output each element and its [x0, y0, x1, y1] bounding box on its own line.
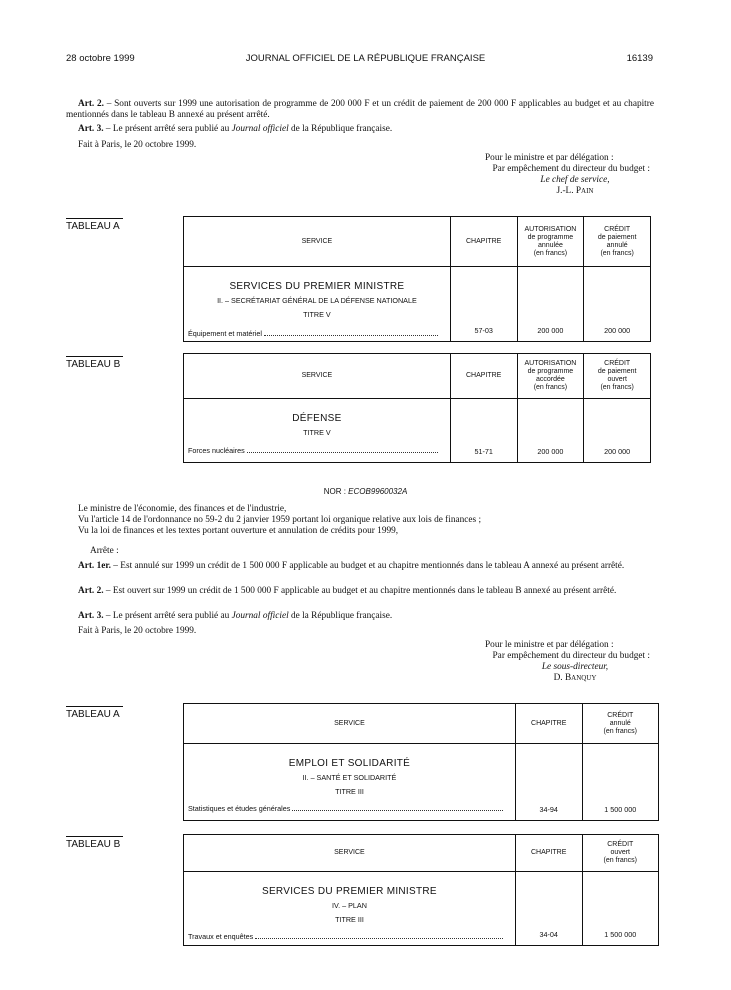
header-page-number: 16139	[626, 53, 653, 64]
col-service: SERVICE	[184, 835, 516, 872]
service-line: Statistiques et études générales	[188, 804, 505, 813]
article-text: – Est ouvert sur 1999 un crédit de 1 500 000 F applicable au budget et au chapitre mentionnés dans le tableau B annexé au présent arrêté.	[103, 586, 617, 596]
chapitre-value: 51-71	[450, 399, 517, 463]
tableau-a2-label: TABLEAU A	[66, 706, 123, 720]
article-label: Art. 3.	[78, 124, 104, 134]
tableau-b-label: TABLEAU B	[66, 356, 123, 370]
service-title: SERVICES DU PREMIER MINISTRE	[261, 886, 437, 897]
service-subtitle: II. – SECRÉTARIAT GÉNÉRAL DE LA DÉFENSE NATIONALE	[217, 296, 417, 305]
header-journal-title: JOURNAL OFFICIEL DE LA RÉPUBLIQUE FRANÇAISE	[245, 53, 486, 64]
service-titre: TITRE III	[335, 915, 364, 924]
chapitre-value: 57-03	[450, 267, 517, 342]
autorisation-value: 200 000	[517, 399, 584, 463]
article-text: – Sont ouverts sur 1999 une autorisation de programme de 200 000 F et un crédit de paiement de 200 000 F applicables au budget et au chapitre mentionnés dans le tableau B annexé au présent arrêté.	[66, 99, 654, 120]
col-credit: CRÉDIT de paiement ouvert (en francs)	[584, 354, 651, 399]
article-label: Art. 1er.	[78, 561, 111, 571]
service-titre: TITRE III	[335, 787, 364, 796]
fait-a-paris: Fait à Paris, le 20 octobre 1999.	[78, 140, 197, 150]
article-text: – Est annulé sur 1999 un crédit de 1 500 000 F applicable au budget et au chapitre mentionnés dans le tableau A annexé au présent arrêté.	[110, 561, 625, 571]
tableau-a-table	[183, 216, 651, 342]
tableau-b2-table	[183, 834, 659, 946]
intro-vu-ordonnance: Vu l'article 14 de l'ordonnance no 59-2 du 2 janvier 1959 portant loi organique relative aux lois de finances ;	[78, 515, 482, 525]
credit-value: 1 500 000	[582, 872, 658, 946]
service-title: EMPLOI ET SOLIDARITÉ	[288, 758, 411, 769]
article-3b: Art. 3. – Le présent arrêté sera publié au Journal officiel de la République française.	[78, 611, 393, 621]
article-1	[66, 561, 654, 572]
chapitre-value: 34-94	[515, 744, 582, 821]
col-credit: CRÉDIT de paiement annulé (en francs)	[584, 217, 651, 267]
intro-vu-loi: Vu la loi de finances et les textes portant ouverture et annulation de crédits pour 1999,	[78, 526, 399, 536]
col-credit: CRÉDIT annulé (en francs)	[582, 704, 658, 744]
service-line: Forces nucléaires	[188, 446, 440, 455]
signature-block-1: Pour le ministre et par délégation : Par empêchement du directeur du budget : Le chef de service, J.-L. Pain	[485, 153, 650, 196]
col-chapitre: CHAPITRE	[450, 354, 517, 399]
service-line: Équipement et matériel	[188, 329, 440, 338]
article-label: Art. 2.	[78, 99, 104, 109]
tableau-b-table	[183, 353, 651, 463]
intro-minister: Le ministre de l'économie, des finances et de l'industrie,	[78, 504, 287, 514]
col-autorisation: AUTORISATION de programme accordée (en francs)	[517, 354, 584, 399]
tableau-b2-label: TABLEAU B	[66, 836, 123, 850]
fait-a-paris-2: Fait à Paris, le 20 octobre 1999.	[78, 626, 197, 636]
arrete-word: Arrête :	[90, 546, 119, 556]
col-chapitre: CHAPITRE	[515, 835, 582, 872]
article-2b	[66, 586, 654, 597]
service-subtitle: II. – SANTÉ ET SOLIDARITÉ	[302, 773, 397, 782]
col-autorisation: AUTORISATION de programme annulée (en francs)	[517, 217, 584, 267]
col-credit: CRÉDIT ouvert (en francs)	[582, 835, 658, 872]
service-cell	[184, 872, 516, 946]
col-service: SERVICE	[184, 354, 451, 399]
tableau-a-label: TABLEAU A	[66, 218, 123, 232]
credit-value: 1 500 000	[582, 744, 658, 821]
service-titre: TITRE V	[303, 310, 331, 319]
credit-value: 200 000	[584, 399, 651, 463]
service-title: SERVICES DU PREMIER MINISTRE	[229, 281, 405, 292]
service-cell	[184, 744, 516, 821]
article-2	[66, 99, 654, 120]
service-titre: TITRE V	[303, 428, 331, 437]
article-label: Art. 2.	[78, 586, 104, 596]
service-cell	[184, 399, 451, 463]
chapitre-value: 34-04	[515, 872, 582, 946]
tableau-a2-table	[183, 703, 659, 821]
col-service: SERVICE	[184, 704, 516, 744]
signature-block-2: Pour le ministre et par délégation : Par empêchement du directeur du budget : Le sous-directeur, D. Banquy	[485, 640, 650, 683]
credit-value: 200 000	[584, 267, 651, 342]
service-cell	[184, 267, 451, 342]
nor-reference: NOR : ECOB9960032A	[323, 487, 408, 496]
service-line: Travaux et enquêtes	[188, 932, 505, 941]
autorisation-value: 200 000	[517, 267, 584, 342]
col-chapitre: CHAPITRE	[450, 217, 517, 267]
header-date: 28 octobre 1999	[66, 53, 135, 64]
article-3: Art. 3. – Le présent arrêté sera publié au Journal officiel de la République française.	[78, 124, 393, 134]
service-title: DÉFENSE	[292, 413, 342, 424]
article-label: Art. 3.	[78, 611, 104, 621]
service-subtitle: IV. – PLAN	[331, 901, 367, 910]
col-service: SERVICE	[184, 217, 451, 267]
col-chapitre: CHAPITRE	[515, 704, 582, 744]
